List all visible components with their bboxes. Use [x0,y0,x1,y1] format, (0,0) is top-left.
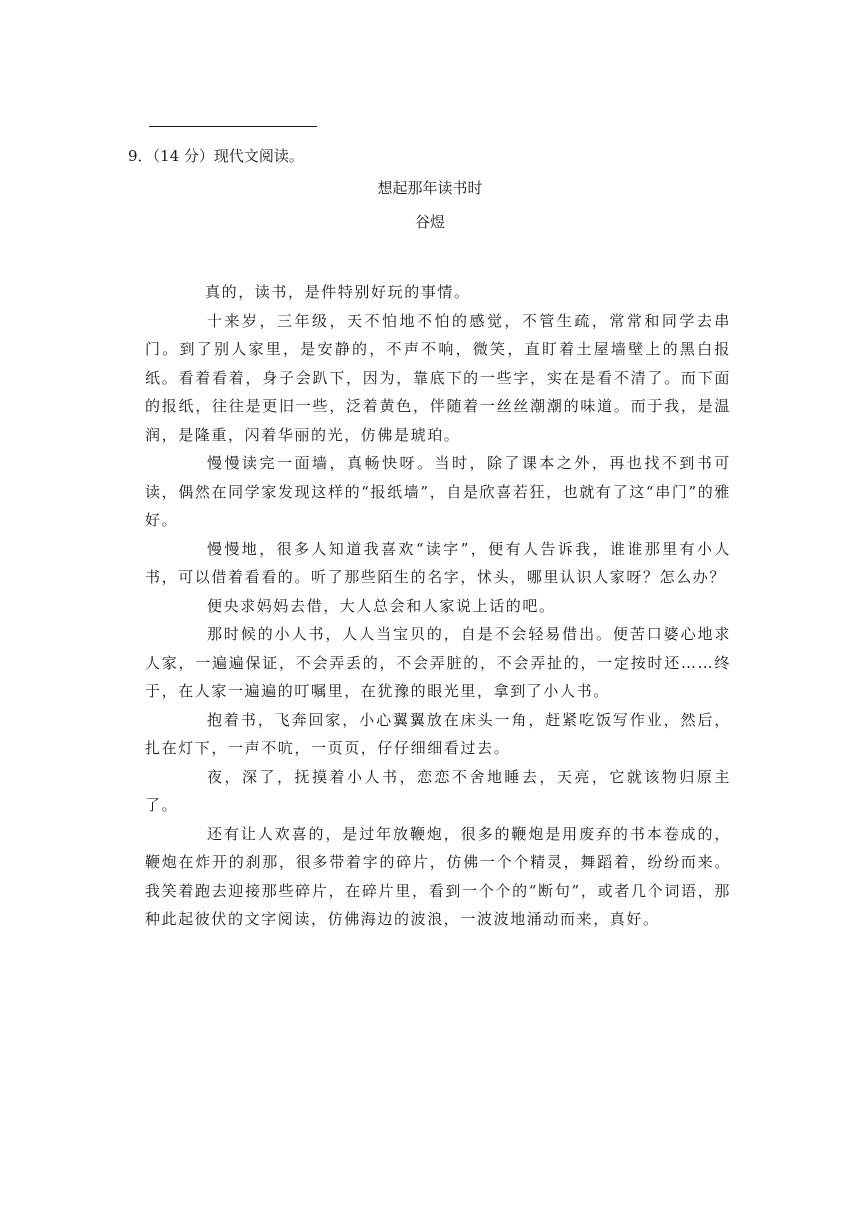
paragraph: 真的，读书，是件特别好玩的事情。 [205,283,471,301]
paragraph: 十来岁，三年级，天不怕地不怕的感觉，不管生疏，常常和同学去串门。到了别人家里，是安静的，不声不响，微笑，直盯着土屋墙壁上的黑白报纸。看着看着，身子会趴下，因为，靠底下的一些字，实在是看不清了。而下面的报纸，往往是更旧一些，泛着黄色，伴随着一丝丝潮潮的味道。而于我，是温润，是隆重，闪着华丽的光，仿佛是琥珀。 [145,311,731,444]
article-body [145,278,731,934]
paragraph: 夜，深了，抚摸着小人书，恋恋不舍地睡去，天亮，它就该物归原主了。 [145,767,731,814]
question-label: 9．（14 分）现代文阅读。 [128,147,304,165]
paragraph: 便央求妈妈去借，大人总会和人家说上话的吧。 [207,596,556,615]
paragraph: 还有让人欢喜的，是过年放鞭炮，很多的鞭炮是用废弃的书本卷成的，鞭炮在炸开的刹那，很多带着字的碎片，仿佛一个个精灵，舞蹈着，纷纷而来。我笑着跑去迎接那些碎片，在碎片里，看到一个个的“断句”，或者几个词语，那种此起彼伏的文字阅读，仿佛海边的波浪，一波波地涌动而来，真好。 [145,824,731,928]
paragraph: 慢慢地，很多人知道我喜欢“读字”，便有人告诉我，谁谁那里有小人书，可以借着看看的。听了那些陌生的名字，怵头，哪里认识人家呀？怎么办？ [145,539,731,586]
paragraph: 抱着书，飞奔回家，小心翼翼放在床头一角，赶紧吃饭写作业，然后，扎在灯下，一声不吭，一页页，仔仔细细看过去。 [145,710,731,757]
paragraph: 慢慢读完一面墙，真畅快呀。当时，除了课本之外，再也找不到书可读，偶然在同学家发现这样的“报纸墙”，自是欣喜若狂，也就有了这“串门”的雅好。 [145,454,731,529]
paragraph: 那时候的小人书，人人当宝贝的，自是不会轻易借出。便苦口婆心地求人家，一遍遍保证，不会弄丢的，不会弄脏的，不会弄扯的，一定按时还……终于，在人家一遍遍的叮嘱里，在犹豫的眼光里，拿到了小人书。 [145,625,731,700]
separator-line [149,126,317,127]
article-title: 想起那年读书时 [377,179,483,197]
article-author: 谷煜 [414,213,445,231]
